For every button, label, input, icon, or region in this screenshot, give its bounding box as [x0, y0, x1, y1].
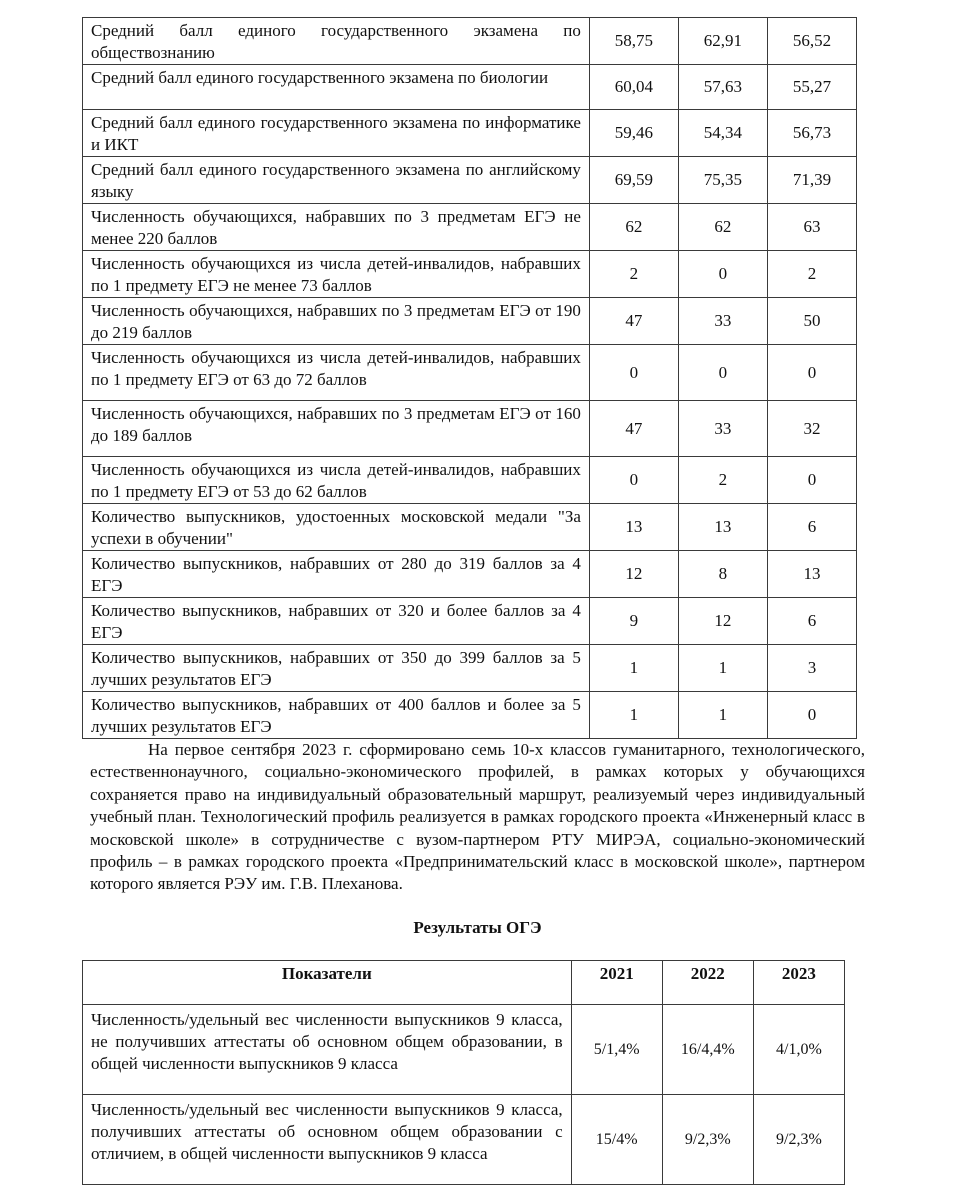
- row-label: Численность/удельный вес численности выпускников 9 класса, получивших аттестаты об основном общем образовании с отличием, в общей численности выпускников 9 класса: [83, 1095, 572, 1185]
- value-cell: 3: [767, 645, 856, 692]
- value-cell: 71,39: [767, 157, 856, 204]
- value-cell: 2: [767, 251, 856, 298]
- value-cell: 63: [767, 204, 856, 251]
- table-row: [83, 598, 857, 645]
- value-cell: 9: [589, 598, 678, 645]
- value-cell: 5/1,4%: [571, 1005, 662, 1095]
- value-cell: 0: [767, 457, 856, 504]
- row-label: Средний балл единого государственного экзамена по информатике и ИКТ: [83, 110, 590, 157]
- row-label: Численность обучающихся из числа детей-инвалидов, набравших по 1 предмету ЕГЭ от 53 до 62 баллов: [83, 457, 590, 504]
- value-cell: 62: [678, 204, 767, 251]
- value-cell: 15/4%: [571, 1095, 662, 1185]
- value-cell: 0: [767, 345, 856, 401]
- table-header-row: [83, 961, 845, 1005]
- value-cell: 9/2,3%: [753, 1095, 844, 1185]
- table-row: [83, 251, 857, 298]
- value-cell: 9/2,3%: [662, 1095, 753, 1185]
- value-cell: 4/1,0%: [753, 1005, 844, 1095]
- oge-results-heading: Результаты ОГЭ: [413, 918, 542, 937]
- value-cell: 0: [767, 692, 856, 739]
- table-row: [83, 110, 857, 157]
- value-cell: 55,27: [767, 65, 856, 110]
- table-row: [83, 692, 857, 739]
- value-cell: 1: [589, 645, 678, 692]
- value-cell: 16/4,4%: [662, 1005, 753, 1095]
- table-row: [83, 504, 857, 551]
- value-cell: 12: [678, 598, 767, 645]
- table-row: [83, 401, 857, 457]
- value-cell: 59,46: [589, 110, 678, 157]
- table-row: [83, 18, 857, 65]
- table-row: [83, 551, 857, 598]
- row-label: Количество выпускников, набравших от 280 до 319 баллов за 4 ЕГЭ: [83, 551, 590, 598]
- row-label: Количество выпускников, набравших от 350 до 399 баллов за 5 лучших результатов ЕГЭ: [83, 645, 590, 692]
- table-row: [83, 204, 857, 251]
- header-year-2021: 2021: [571, 961, 662, 1005]
- value-cell: 13: [767, 551, 856, 598]
- row-label: Численность обучающихся, набравших по 3 предметам ЕГЭ от 190 до 219 баллов: [83, 298, 590, 345]
- row-label: Количество выпускников, набравших от 320 и более баллов за 4 ЕГЭ: [83, 598, 590, 645]
- table-row: [83, 645, 857, 692]
- value-cell: 33: [678, 298, 767, 345]
- value-cell: 0: [589, 345, 678, 401]
- value-cell: 2: [678, 457, 767, 504]
- value-cell: 54,34: [678, 110, 767, 157]
- table-row: [83, 1095, 845, 1185]
- header-indicators: Показатели: [83, 961, 572, 1005]
- value-cell: 0: [678, 251, 767, 298]
- value-cell: 1: [589, 692, 678, 739]
- value-cell: 8: [678, 551, 767, 598]
- value-cell: 1: [678, 645, 767, 692]
- value-cell: 13: [678, 504, 767, 551]
- row-label: Численность обучающихся, набравших по 3 предметам ЕГЭ не менее 220 баллов: [83, 204, 590, 251]
- table-row: [83, 157, 857, 204]
- value-cell: 6: [767, 504, 856, 551]
- value-cell: 47: [589, 298, 678, 345]
- table-row: [83, 457, 857, 504]
- value-cell: 12: [589, 551, 678, 598]
- value-cell: 62: [589, 204, 678, 251]
- value-cell: 50: [767, 298, 856, 345]
- value-cell: 69,59: [589, 157, 678, 204]
- profile-classes-paragraph: На первое сентября 2023 г. сформировано семь 10-х классов гуманитарного, технологического, естественнонаучного, социально-экономического профилей, в рамках которых у обучающихся сохраняется право на индивидуальный образовательный маршрут, реализуемый через индивидуальный учебный план. Технологический профиль реализуется в рамках городского проекта «Инженерный класс в московской школе» в сотрудничестве с вузом-партнером РТУ МИРЭА, социально-экономический профиль – в рамках городского проекта «Предпринимательский класс в московской школе», партнером которого является РЭУ им. Г.В. Плеханова.: [90, 740, 865, 894]
- value-cell: 47: [589, 401, 678, 457]
- value-cell: 57,63: [678, 65, 767, 110]
- value-cell: 32: [767, 401, 856, 457]
- header-year-2023: 2023: [753, 961, 844, 1005]
- table-row: [83, 65, 857, 110]
- value-cell: 58,75: [589, 18, 678, 65]
- value-cell: 6: [767, 598, 856, 645]
- value-cell: 62,91: [678, 18, 767, 65]
- value-cell: 2: [589, 251, 678, 298]
- ege-results-table: [82, 17, 857, 739]
- row-label: Численность обучающихся, набравших по 3 предметам ЕГЭ от 160 до 189 баллов: [83, 401, 590, 457]
- value-cell: 75,35: [678, 157, 767, 204]
- table-row: [83, 345, 857, 401]
- row-label: Средний балл единого государственного экзамена по обществознанию: [83, 18, 590, 65]
- value-cell: 60,04: [589, 65, 678, 110]
- row-label: Средний балл единого государственного экзамена по биологии: [83, 65, 590, 110]
- value-cell: 1: [678, 692, 767, 739]
- value-cell: 33: [678, 401, 767, 457]
- value-cell: 56,52: [767, 18, 856, 65]
- header-year-2022: 2022: [662, 961, 753, 1005]
- value-cell: 0: [589, 457, 678, 504]
- row-label: Средний балл единого государственного экзамена по английскому языку: [83, 157, 590, 204]
- row-label: Количество выпускников, набравших от 400 баллов и более за 5 лучших результатов ЕГЭ: [83, 692, 590, 739]
- value-cell: 0: [678, 345, 767, 401]
- row-label: Численность/удельный вес численности выпускников 9 класса, не получивших аттестаты об основном общем образовании, в общей численности выпускников 9 класса: [83, 1005, 572, 1095]
- value-cell: 13: [589, 504, 678, 551]
- row-label: Количество выпускников, удостоенных московской медали "За успехи в обучении": [83, 504, 590, 551]
- oge-results-table: [82, 960, 845, 1185]
- row-label: Численность обучающихся из числа детей-инвалидов, набравших по 1 предмету ЕГЭ не менее 73 баллов: [83, 251, 590, 298]
- value-cell: 56,73: [767, 110, 856, 157]
- table-row: [83, 298, 857, 345]
- table-row: [83, 1005, 845, 1095]
- row-label: Численность обучающихся из числа детей-инвалидов, набравших по 1 предмету ЕГЭ от 63 до 72 баллов: [83, 345, 590, 401]
